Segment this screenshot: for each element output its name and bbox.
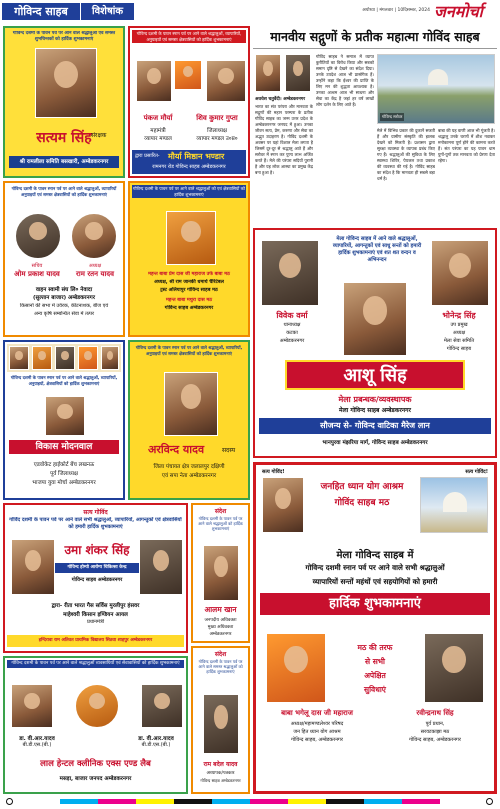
ad-name: अरविन्द यादव xyxy=(147,443,205,456)
ad-name: राम बदेल यादव xyxy=(203,761,238,768)
article-photo-2 xyxy=(285,54,311,92)
line1: जनपदीय अधिवक्ता xyxy=(204,618,237,623)
article-rule xyxy=(253,48,497,49)
ad-satyam-singh xyxy=(3,26,125,178)
line3: भाजपा युवा मोर्चा अम्बेडकरनगर xyxy=(32,480,96,486)
photo-arvind xyxy=(164,372,218,436)
ad-lal-clinic xyxy=(3,656,188,794)
footer-name: मौर्या मिष्ठान भण्डार xyxy=(168,152,225,161)
line1: एडवोकेट हाईकोर्ट बेंच लखनऊ xyxy=(33,462,95,468)
person2-place2: मेला सेवा समिति xyxy=(443,338,475,344)
ad-org: श्री रामलीला समिति बसखारी, अम्बेडकरनगर xyxy=(9,156,119,168)
photo-bhagelu xyxy=(266,633,326,703)
section-name: गोविन्द साहब xyxy=(2,3,80,20)
ad-org: गोविन्द होम्यो आरोग्य चिकित्सा केन्द्र xyxy=(55,563,139,573)
person1-role: सचिव xyxy=(31,263,43,269)
ad-baba-prem-das xyxy=(128,181,250,337)
photo-omprakash xyxy=(15,213,61,259)
leader-photo-4 xyxy=(78,346,98,370)
photo-doctor-2 xyxy=(141,684,183,728)
ad-tag: संदेश xyxy=(214,508,227,515)
footer-label: द्वारा प्रसारित- xyxy=(135,153,160,159)
ad-vikas-modanwal xyxy=(3,340,125,500)
org-line2: (सुल्तान बाजार) अम्बेडकरनगर xyxy=(33,295,95,301)
header-bar xyxy=(0,0,500,24)
footer-band xyxy=(132,150,246,174)
clinic-name: लाल हेन्टल क्लीनिक एक्स एण्ड लैब xyxy=(40,759,151,769)
sub-line2: माहेश्वरी किसान इण्डियन आयल xyxy=(63,612,128,618)
photo-ram xyxy=(203,694,239,754)
crosshair-icon xyxy=(6,798,13,805)
line3: ट्रस्ट अलियापुर गोविन्द साहब मठ xyxy=(160,288,218,293)
sub-line3: प्रधानमंत्री xyxy=(86,619,105,625)
article-headline: मानवीय सद्गुणों के प्रतीक महात्मा गोविंद साहब xyxy=(270,29,480,44)
ad-greeting: गोविन्द दशमी के पावन पर्व पर आने वाले श्रद्धालुओं एवं समस्त शुभचिन्तकों को हार्दिक शुभकामनाएं xyxy=(12,31,116,42)
main-name: आशू सिंह xyxy=(343,365,407,386)
person1-line2: जन हित ध्यान योग आश्रम xyxy=(293,729,341,735)
ad-arvind-yadav xyxy=(128,340,250,500)
person1-name: पंकज मौर्या xyxy=(143,114,173,122)
article-byline: अवधेश चतुर्वेदी। अम्बेडकरनगर xyxy=(255,97,306,102)
line2: एवं सपा नेता अम्बेडकरनगर xyxy=(161,473,217,479)
photo-ramratan xyxy=(71,213,117,259)
ad-name: आलम खान xyxy=(204,605,237,614)
ad-uma-shankar xyxy=(3,503,188,653)
clinic-addr: मसड़ा, बाजार जनपद अम्बेडकरनगर xyxy=(59,776,132,782)
leader-photo-1 xyxy=(9,346,29,370)
leader-photo-5 xyxy=(101,346,119,370)
person2-place1: अध्यक्ष xyxy=(452,330,466,336)
photo-baba xyxy=(166,211,216,265)
main-place: मेला गोविन्द साहब अम्बेडकरनगर xyxy=(339,407,411,414)
doctor1-degree: बी.डी.एस.(बी.) xyxy=(22,742,52,748)
photo-uma-left xyxy=(11,539,55,595)
photo-alam xyxy=(203,545,239,601)
person1-line1: अध्यक्ष/महामण्डलेश्वर परिषद xyxy=(290,721,344,727)
person2-name: शिव कुमार गुप्ता xyxy=(196,114,238,122)
ad-greeting: गोविन्द दशमी के पावन स्नान पर्व पर आने वाले श्रद्धालुओं, व्यापारियों अनुयाइयों एवं समस्त क्षेत्रवासियों को हार्दिक शुभकामनाएं xyxy=(11,186,117,197)
person2-place3: गोविन्द साहब xyxy=(446,346,472,352)
person2-line2: सरवटकाझा मठ xyxy=(420,729,450,735)
person1-role: थानाध्यक्ष xyxy=(283,322,301,328)
photo-bhonendra xyxy=(431,240,489,306)
photo-ravindra xyxy=(424,633,484,703)
ad-greeting: गोविन्द दशमी के पावन पर्व पर आने वाले श्रद्धालुओं को एवं क्षेत्रवासियों को हार्दिक शुभकामनाएं xyxy=(133,186,245,197)
line1: जिला पंचायत क्षेत्र जलालपुर दक्षिणी xyxy=(153,464,225,470)
line2: गोविन्द साहब अम्बेडकरनगर xyxy=(200,778,241,783)
person2-role: उप प्रमुख xyxy=(450,322,468,328)
ad-tag: संदेश xyxy=(214,651,227,658)
sub-line1: द्वारा- रीता भारत गैस सर्विस मुरलीपुर हंसवर xyxy=(51,603,140,609)
ad-ashram xyxy=(253,462,497,794)
article-photo-temple xyxy=(377,54,495,124)
line1: महन्त बाबा प्रेम दास जी महाराज उर्फ बाबा मठ xyxy=(148,272,230,277)
ad-role: संरक्षक xyxy=(91,132,107,139)
line2: मुख्य अधिवक्ता xyxy=(207,625,234,630)
photo-vivek xyxy=(261,240,319,306)
person2-role1: जिलाध्यक्ष xyxy=(207,128,227,134)
doctor1-name: डा. वी.आर.यादव xyxy=(19,736,55,742)
dateline: अयोध्या | मंगलवार | 10दिसम्बर, 2024 xyxy=(362,8,430,13)
registration-strip xyxy=(0,797,500,807)
ad-name: उमा शंकर सिंह xyxy=(64,543,130,557)
main-role: मेला प्रबन्धक/व्यवस्थापक xyxy=(338,395,412,404)
person1-place1: कटका xyxy=(286,330,298,336)
crosshair-icon xyxy=(486,798,493,805)
wishes-band: हार्दिक शुभकामनाएं xyxy=(260,593,490,615)
ad-greeting: गोविन्द दशमी के पावन पर्व पर आने वाले श्रद्धालुओं व्यवसायियों एवं सेवावासियों को हार्दिक शुभकामनाएं xyxy=(7,660,184,668)
line2: पूर्व जिलाध्यक्ष xyxy=(50,471,78,477)
tag-left: सत्य गोविंद! xyxy=(262,469,285,475)
color-bar xyxy=(60,799,440,804)
footer-addr: रामनगर रोड गोविन्द साहब अम्बेडकरनगर xyxy=(152,164,226,170)
person1-role2: व्यापार मण्डल xyxy=(144,136,172,142)
ashram-title2: गोविंद साहब मठ xyxy=(334,498,390,508)
line2: अध्यक्ष, श्री राम जानकी धमार्थ चैरिटेबल xyxy=(154,280,224,285)
doctor2-degree: बी.डी.एस.(बी.) xyxy=(141,742,171,748)
line4: महन्त बाबा मथुरा दास मठ xyxy=(165,298,213,303)
org-line4: अन्य कृषि सम्बन्धित सेवा में तत्पर xyxy=(33,311,94,317)
person2-line3: गोविन्द साहब, अम्बेडकरनगर xyxy=(409,737,461,743)
article-col1: भारत का संत परंपरा और मानवता के सद्गुणों की महान परम्परा के प्रतीक गोविंद साहब का जन्म उत्तर प्रदेश के अम्बेडकरनगर जनपद में हुआ। उनका जीवन सत्य, प्रेम, करुणा और सेवा का अद्भुत उदाहरण है। गोविंद दशमी के अवसर पर यहां विशाल मेला लगता है जिसमें दूर-दूर से श्रद्धालु आते हैं और सरोवर में स्नान कर पुण्य लाभ अर्जित करते हैं। मेले की परंपरा सदियों पुरानी है और यह लोक आस्था का प्रमुख केंद्र बना हुआ है। xyxy=(255,104,313,175)
ad-role: सदस्य xyxy=(222,447,236,454)
org-line1: वाहन स्वामी संघ लि० नेवादा xyxy=(35,287,93,293)
person2-name: भोनेन्द्र सिंह xyxy=(442,311,476,320)
center-line1: मठ की तरफ xyxy=(357,643,393,652)
temple-dome-icon xyxy=(428,69,448,85)
ad-greeting: गोविन्द दशमी के पावन स्नान पर्व पर आने वाले श्रद्धालुओं, व्यापारियों, अनुयाइयों, क्षेत्रवासियों को हार्दिक शुभकामनाएं xyxy=(10,375,118,386)
ad-ram-badel xyxy=(191,646,250,794)
ad-name: विकास मोदनवाल xyxy=(9,440,119,454)
article-col4: बाबा की यह वाणी आज भी गूंजती है। श्रद्धालु उनके चरणों में शीश नवाकर मनोकामना पूर्ण होने की कामना करते हैं। संत परंपरा का यह पावन धाम युगों-युगों तक मानवता को प्रेरणा देता रहेगा। xyxy=(438,128,495,163)
person2-name: रवीन्द्रनाथ सिंह xyxy=(416,709,454,717)
ad-ashu-singh xyxy=(253,228,497,458)
person2-line1: पूर्व प्रधान, xyxy=(425,721,445,727)
leaders-row xyxy=(7,344,121,372)
photo-shiv xyxy=(206,60,246,102)
sponsor-addr: भानपुरवा मंझरिया मार्ग, गोविन्द साहब अम्बेडकरनगर xyxy=(322,440,428,446)
ad-greeting: गोविन्द दशमी के पावन स्नान पर्व पर आने वाले श्रद्धालुओं, व्यापारियों, अनुयाइयों एवं समस्त क्षेत्रवासियों को हार्दिक शुभकामनाएं xyxy=(135,345,243,356)
leader-photo-3 xyxy=(55,346,75,370)
line1: अध्यापक/पत्रकार xyxy=(206,771,235,776)
article-col3: मेले में विभिन्न प्रकार की दुकानें सजती हैं और ग्रामीण संस्कृति की झलक देखने को मिलती है। प्रशासन द्वारा सुरक्षा व्यवस्था के व्यापक प्रबंध किए गए हैं। श्रद्धालुओं की सुविधा के लिए स्वास्थ्य शिविर, पेयजल तथा प्रकाश की व्यवस्था की गई है। गोविंद साहब का संदेश है कि मानवता ही सबसे बड़ा धर्म है। xyxy=(377,128,435,181)
person1-name: विवेक वर्मा xyxy=(276,311,308,320)
tag-right: सत्य गोविंद! xyxy=(465,469,488,475)
photo-doctor-1 xyxy=(11,684,53,728)
center-line4: सुविधाएं xyxy=(364,685,386,694)
photo-saint xyxy=(174,60,202,90)
photo-pankaj xyxy=(136,60,172,102)
ad-alam-khan xyxy=(191,503,250,643)
article-photo-1 xyxy=(255,54,281,92)
person2-role2: व्यापार मण्डल उ०प्र० xyxy=(196,136,238,142)
ad-tag: सत्य गोविंद xyxy=(83,509,108,516)
person1-place2: अम्बेडकरनगर xyxy=(279,338,305,344)
photo-ashram-guru xyxy=(262,477,304,533)
org-line3: किसानों की सभा में उर्वरक, कीटनाशक, बीज एवं xyxy=(19,303,109,309)
article-col2: गोविंद साहब ने समाज में व्याप्त कुरीतियों का विरोध किया और सबको समान दृष्टि से देखने का संदेश दिया। उनके उपदेश आज भी प्रासंगिक हैं। उन्होंने कहा कि ईश्वर की प्राप्ति के लिए मन की शुद्धता आवश्यक है। उनका आश्रम आज भी साधना और सेवा का केंद्र है जहां हर वर्ष लाखों लोग दर्शन के लिए आते हैं। xyxy=(316,54,374,107)
line5: गोविन्द साहब अम्बेडकरनगर xyxy=(164,306,214,311)
ad-greeting: मेला गोविन्द साहब में आने वाले श्रद्धालुओं, व्यापारियों, आगन्तुकों एवं साधु सन्तों को हमारी हार्दिक शुभकामनाएं एवं शत शत वन्दन व अभिनन्दन xyxy=(332,236,422,263)
person2-role: अध्यक्ष xyxy=(88,263,102,269)
center-line3: अपेक्षित xyxy=(364,671,386,680)
person1-name: ओम प्रकाश यादव xyxy=(14,270,60,278)
ad-place: गोविन्द साहब अम्बेडकरनगर xyxy=(71,577,123,583)
greeting-line2: गोविन्द दशमी स्नान पर्व पर आने वाले सभी श्रद्धालुओं xyxy=(305,563,445,572)
ad-name: सत्यम सिंह xyxy=(36,130,92,146)
section-tag: विशेषांक xyxy=(80,3,134,20)
doctor2-name: डा. वी.आर.यादव xyxy=(138,736,174,742)
greeting-line1: मेला गोविन्द साहब में xyxy=(336,550,414,561)
ad-greeting: गोविन्द दशमी के पावन पर्व पर आने वाले श्रद्धालुओं को हार्दिक शुभकामनाएं xyxy=(198,516,243,532)
ad-maurya xyxy=(128,26,250,178)
photo-satyam xyxy=(35,48,97,118)
photo-caption: गोविन्द सरोवर xyxy=(382,114,403,119)
ad-greeting: गोविन्द दशमी के पावन स्नान पर्व पर आने वाले श्रद्धालुओं, व्यापारियों, अनुयाइयों एवं समस्त क्षेत्रवासियों को हार्दिक शुभकामनाएं xyxy=(132,30,246,43)
greeting-line3: व्यापारियों सन्तों महंथों एवं सहयोगियों को हमारी xyxy=(312,577,438,586)
line3: अम्बेडकरनगर xyxy=(209,632,232,637)
person1-name: बाबा भगेलू दास जी महाराज xyxy=(281,709,353,717)
ashram-title1: जनहित ध्यान योग आश्रम xyxy=(320,482,404,492)
ad-om-prakash xyxy=(3,181,125,337)
masthead-logo: जनमोर्चा xyxy=(434,2,483,21)
ad-greeting: गोविन्द दशमी के पावन पर्व पर आने वाले समस्त श्रद्धालुओं को हार्दिक शुभकामनाएं xyxy=(198,659,243,675)
sub-line4: इन्दिरावा राम अतिवत प्राथमिक विद्यालय सिठवा शाहपुर अम्बेडकरनगर xyxy=(7,635,184,647)
photo-vikas xyxy=(45,396,85,436)
photo-ashu xyxy=(343,282,407,356)
photo-yoga xyxy=(75,684,119,728)
leader-photo-2 xyxy=(32,346,52,370)
photo-uma-right xyxy=(139,539,183,595)
sponsor-band: सौजन्य से- गोविन्द वाटिका मैरेज लान xyxy=(259,418,491,434)
person1-role1: महामंत्री xyxy=(150,128,166,134)
temple-dome-icon xyxy=(443,492,467,512)
name-banner xyxy=(285,360,465,390)
person1-line3: गोविन्द साहब, अम्बेडकरनगर xyxy=(291,737,343,743)
photo-ashram-temple xyxy=(420,477,488,533)
center-line2: से सभी xyxy=(365,657,385,666)
ad-greeting: गोविंद दशमी के पावन पर्व पर आने वाले सभी श्रद्धालुओं, व्यापारियों, आगन्तुकों एवं क्षेत्रवासियों को हमारी हार्दिक शुभकामनाएं xyxy=(9,517,182,530)
person2-name: राम रतन यादव xyxy=(76,270,114,278)
article xyxy=(253,26,497,226)
